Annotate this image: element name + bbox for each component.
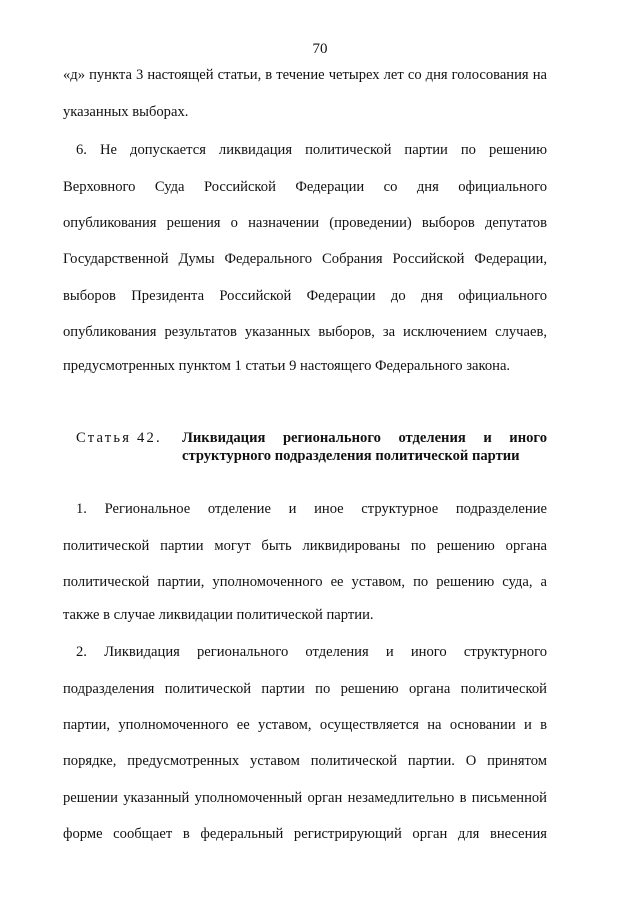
page-number: 70: [312, 41, 328, 57]
article-title-line: структурного подразделения политической партии: [182, 448, 520, 464]
text-line: предусмотренных пунктом 1 статьи 9 настоящего Федерального закона.: [63, 358, 511, 374]
text-line: 6. Не допускается ликвидация политической партии по решению: [76, 142, 547, 158]
text-line: выборов Президента Российской Федерации до дня официального: [63, 288, 547, 304]
text-line: опубликования решения о назначении (проведении) выборов депутатов: [63, 215, 547, 231]
text-line: Государственной Думы Федерального Собрания Российской Федерации,: [63, 251, 547, 267]
article-label: Статья 42.: [76, 430, 162, 446]
text-line: порядке, предусмотренных уставом политической партии. О принятом: [63, 753, 547, 769]
text-line: партии, уполномоченного ее уставом, осуществляется на основании и в: [63, 717, 547, 733]
text-line: 2. Ликвидация регионального отделения и иного структурного: [76, 644, 547, 660]
text-line: «д» пункта 3 настоящей статьи, в течение четырех лет со дня голосования на: [63, 67, 547, 83]
text-line: подразделения политической партии по решению органа политической: [63, 681, 547, 697]
text-line: опубликования результатов указанных выборов, за исключением случаев,: [63, 324, 547, 340]
text-line: указанных выборах.: [63, 104, 189, 120]
text-line: форме сообщает в федеральный регистрирующий орган для внесения: [63, 826, 547, 842]
text-line: политической партии, уполномоченного ее уставом, по решению суда, а: [63, 574, 547, 590]
text-line: 1. Региональное отделение и иное структурное подразделение: [76, 501, 547, 517]
text-line: Верховного Суда Российской Федерации со дня официального: [63, 179, 547, 195]
article-title-line: Ликвидация регионального отделения и иного: [182, 430, 547, 446]
text-line: решении указанный уполномоченный орган незамедлительно в письменной: [63, 790, 547, 806]
text-line: также в случае ликвидации политической партии.: [63, 607, 374, 623]
text-line: политической партии могут быть ликвидированы по решению органа: [63, 538, 547, 554]
